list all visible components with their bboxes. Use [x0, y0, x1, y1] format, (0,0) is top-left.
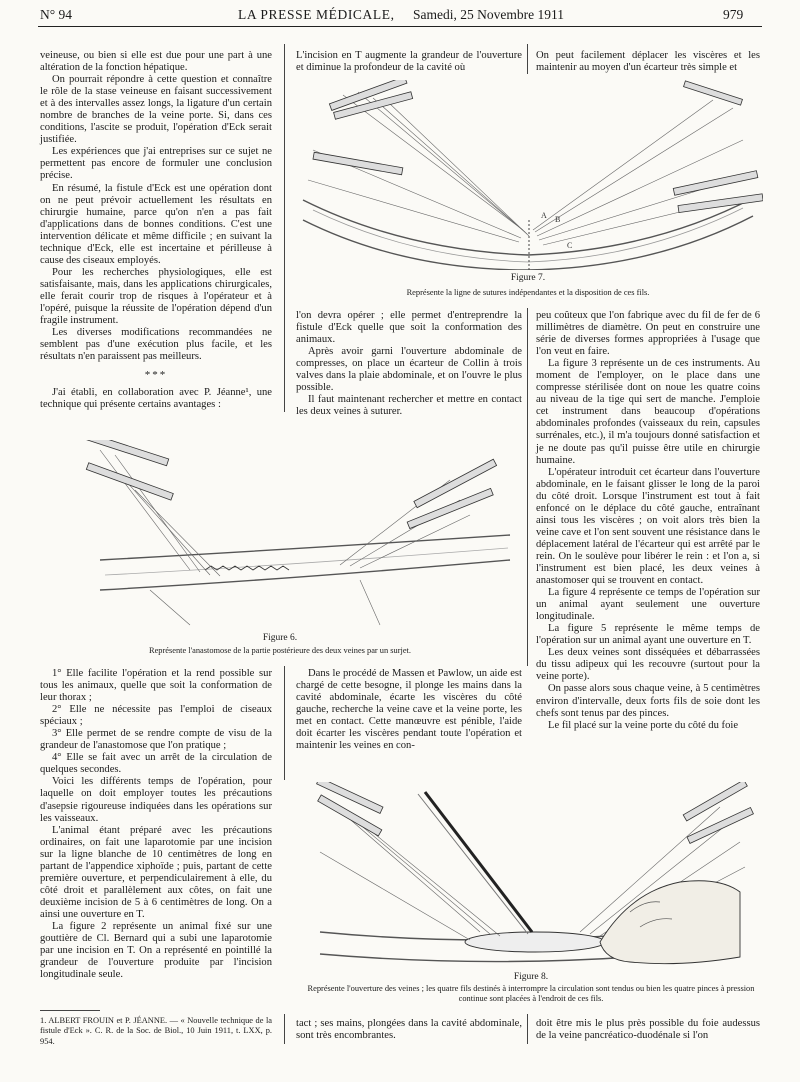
section-separator: ***	[144, 369, 168, 382]
paragraph: Il faut maintenant rechercher et mettre en contact les deux veines à suturer.	[296, 394, 522, 418]
footnote-text: 1. ALBERT FROUIN et P. JÉANNE. — « Nouvelle technique de la fistule d'Eck ». C. R. de la Soc. de Biol., 10 Juin 1911, t. LXX, p. 954.	[40, 1016, 272, 1046]
paragraph: 2° Elle ne nécessite pas l'emploi de ciseaux spéciaux ;	[40, 704, 272, 728]
header-rule	[38, 26, 762, 27]
column-2-mid	[296, 310, 522, 418]
column-3-mid	[536, 310, 760, 732]
paragraph: La figure 3 représente un de ces instruments. Au moment de l'employer, on le place dans une compresse stérilisée dont on noue les quatre coins au niveau de la tige qui sert de manche. J'emploie cet instrument dans beaucoup d'opérations abdominales profondes (vaisseaux du rein, capsules surrénales, etc.), il m'a toujours donné satisfaction et je ne doute pas qu'il puisse être utile en chirurgie humaine.	[536, 358, 760, 466]
figure-7-title: Figure 7.	[510, 273, 546, 283]
figure-7-caption: Représente la ligne de sutures indépendantes et la disposition de ces fils.	[406, 288, 650, 297]
paragraph: 4° Elle se fait avec un arrêt de la circulation de quelques secondes.	[40, 752, 272, 776]
paragraph: Les deux veines sont disséquées et débarrassées du tissu adipeux qui les recouvre (surtout pour la veine porte).	[536, 647, 760, 683]
issue-number: N° 94	[40, 7, 73, 22]
paragraph: Pour les recherches physiologiques, elle est satisfaisante, mais, dans les applications chirurgicales, elle ferait courir trop de risques à l'opérateur et à l'opéré, puisque la réussite de l'opération dépend d'un fragile instrument.	[40, 266, 272, 327]
page-number: 979	[723, 7, 744, 22]
figure-7-label-b: B	[555, 215, 561, 224]
paragraph: En résumé, la fistule d'Eck est une opération dont on ne peut prévoir actuellement les résultats en chirurgie humaine, parce qu'on n'en a pas fait d'applications dans de bonnes conditions. C'est une intervention délicate et même difficile ; en suivant la technique d'Eck, elle est incertaine et périlleuse à cause des ciseaux employés.	[40, 182, 272, 266]
column-3-top	[536, 50, 760, 74]
paragraph: 3° Elle permet de se rendre compte de visu de la grandeur de l'anastomose que l'on pratique ;	[40, 728, 272, 752]
paragraph: Après avoir garni l'ouverture abdominale de compresses, on place un écarteur de Collin à trois valves dans la plaie abdominale, et on l'ouvre le plus possible.	[296, 346, 522, 394]
figure-7-label-a: A	[541, 211, 547, 220]
figure-6-caption: Représente l'anastomose de la partie postérieure des deux veines par un surjet.	[149, 646, 411, 655]
paragraph: La figure 5 représente le même temps de l'opération sur un animal ayant une ouverture en T.	[536, 623, 760, 647]
column-3-end	[536, 1018, 760, 1042]
paragraph: Les expériences que j'ai entreprises sur ce sujet ne permettent pas encore de formuler une conclusion précise.	[40, 146, 272, 182]
figure-6-illustration	[40, 440, 520, 630]
column-divider	[284, 666, 285, 780]
paragraph: La figure 2 représente un animal fixé sur une gouttière de Cl. Bernard qui a subi une laparotomie par une incision en T. On a représenté en pointillé la grandeur de l'ouverture produite par l'incision longitudinale seule.	[40, 920, 272, 981]
paragraph: Dans le procédé de Massen et Pawlow, un aide est chargé de cette besogne, il plonge les mains dans la cavité abdominale, écarte les viscères du côté gauche, recherche la veine cave et la veine porte, les met en contact. Cette manœuvre est pénible, l'aide doit écarter les viscères pendant toute l'opération et maintenir les veines en con-	[296, 668, 522, 752]
paragraph: 1° Elle facilite l'opération et la rend possible sur tous les animaux, quelle que soit la conformation de leur thorax ;	[40, 668, 272, 704]
column-divider	[527, 44, 528, 74]
column-2-top	[296, 50, 522, 74]
issue-date: Samedi, 25 Novembre 1911	[413, 7, 564, 22]
column-1-bottom	[40, 668, 272, 981]
paragraph: veineuse, ou bien si elle est due pour une part à une altération de la fonction hépatique.	[40, 50, 272, 74]
paragraph: Les diverses modifications recommandées ne semblent pas d'une exécution plus facile, et les résultats n'en paraissent pas meilleurs.	[40, 327, 272, 363]
figure-6-title: Figure 6.	[262, 633, 298, 643]
column-divider	[527, 308, 528, 666]
paragraph: La figure 4 représente ce temps de l'opération sur un animal ayant seulement une ouverture longitudinale.	[536, 587, 760, 623]
figure-7-illustration	[293, 80, 763, 270]
column-divider	[284, 44, 285, 412]
column-2-bottom	[296, 668, 522, 752]
paragraph: L'animal étant préparé avec les précautions ordinaires, on fait une laparotomie par une incision sur la ligne blanche de 10 centimètres de long en partant de l'appendice xiphoïde ; puis, partant de cette première ouverture, et perpendiculairement à elle, du côté droit et parallèlement aux côtes, on fait une deuxième incision de 5 à 6 centimètres de long. On a ainsi une ouverture en T.	[40, 824, 272, 920]
paragraph: l'on devra opérer ; elle permet d'entreprendre la fistule d'Eck quelle que soit la conformation des animaux.	[296, 310, 522, 346]
paragraph: J'ai établi, en collaboration avec P. Jéanne¹, une technique qui présente certains avantages :	[40, 387, 272, 411]
column-2-end	[296, 1018, 522, 1042]
figure-8-illustration	[300, 782, 762, 972]
paragraph: Le fil placé sur la veine porte du côté du foie	[548, 719, 739, 731]
paragraph: peu coûteux que l'on fabrique avec du fil de fer de 6 millimètres de diamètre. On peut en construire une série de diverses formes appropriées à l'usage que l'on veut en faire.	[536, 310, 760, 358]
paragraph: On passe alors sous chaque veine, à 5 centimètres environ d'intervalle, deux forts fils de soie dont les chefs sont tenus par des pinces.	[536, 683, 760, 719]
column-divider	[527, 1014, 528, 1044]
paragraph: Voici les différents temps de l'opération, pour laquelle on doit employer toutes les précautions d'asepsie rigoureuse indiquées dans les opérations sur les vaisseaux.	[40, 776, 272, 824]
paragraph: tact ; ses mains, plongées dans la cavité abdominale, sont très encombrantes.	[296, 1018, 522, 1042]
figure-7-label-c: C	[567, 241, 573, 250]
figure-8-title: Figure 8.	[513, 972, 549, 982]
paragraph: On pourrait répondre à cette question et connaître le rôle de la stase veineuse en faisant successivement et à des intervalles assez longs, la ligature d'un certain nombre de branches de la veine porte. Si, dans ces conditions, l'ascite se produit, l'opération d'Eck serait justifiée.	[40, 74, 272, 146]
footnote-rule	[40, 1010, 100, 1011]
column-1-top	[40, 50, 272, 411]
journal-title: LA PRESSE MÉDICALE,	[238, 7, 395, 22]
paragraph: doit être mis le plus près possible du foie audessus de la veine pancréatico-duodénale si l'on	[536, 1018, 760, 1042]
footnote	[40, 1016, 272, 1047]
paragraph: On peut facilement déplacer les viscères et les maintenir au moyen d'un écarteur très simple et	[536, 50, 760, 74]
column-divider	[284, 1014, 285, 1044]
figure-8-caption: Représente l'ouverture des veines ; les quatre fils destinés à interrompre la circulation sont tendus ou bien les quatre pinces à pression continue sont placées à l'endroit de ces fils.	[307, 984, 755, 1003]
paragraph: L'incision en T augmente la grandeur de l'ouverture et diminue la profondeur de la cavité où	[296, 50, 522, 74]
paragraph: L'opérateur introduit cet écarteur dans l'ouverture abdominale, en le faisant glisser le long de la paroi du côté droit. Lorsque l'instrument est tout à fait enfoncé on le déplace du côté gauche, entraînant ainsi tous les viscères ; on voit alors très bien la veine cave et l'on sent souvent une résistance dans le déplacement latéral de l'écarteur qui est arrêté par le rein. On le soulève pour libérer le rein : et l'on a, si l'instrument est bien placé, les deux veines à anastomoser qui se trouvent en contact.	[536, 466, 760, 587]
